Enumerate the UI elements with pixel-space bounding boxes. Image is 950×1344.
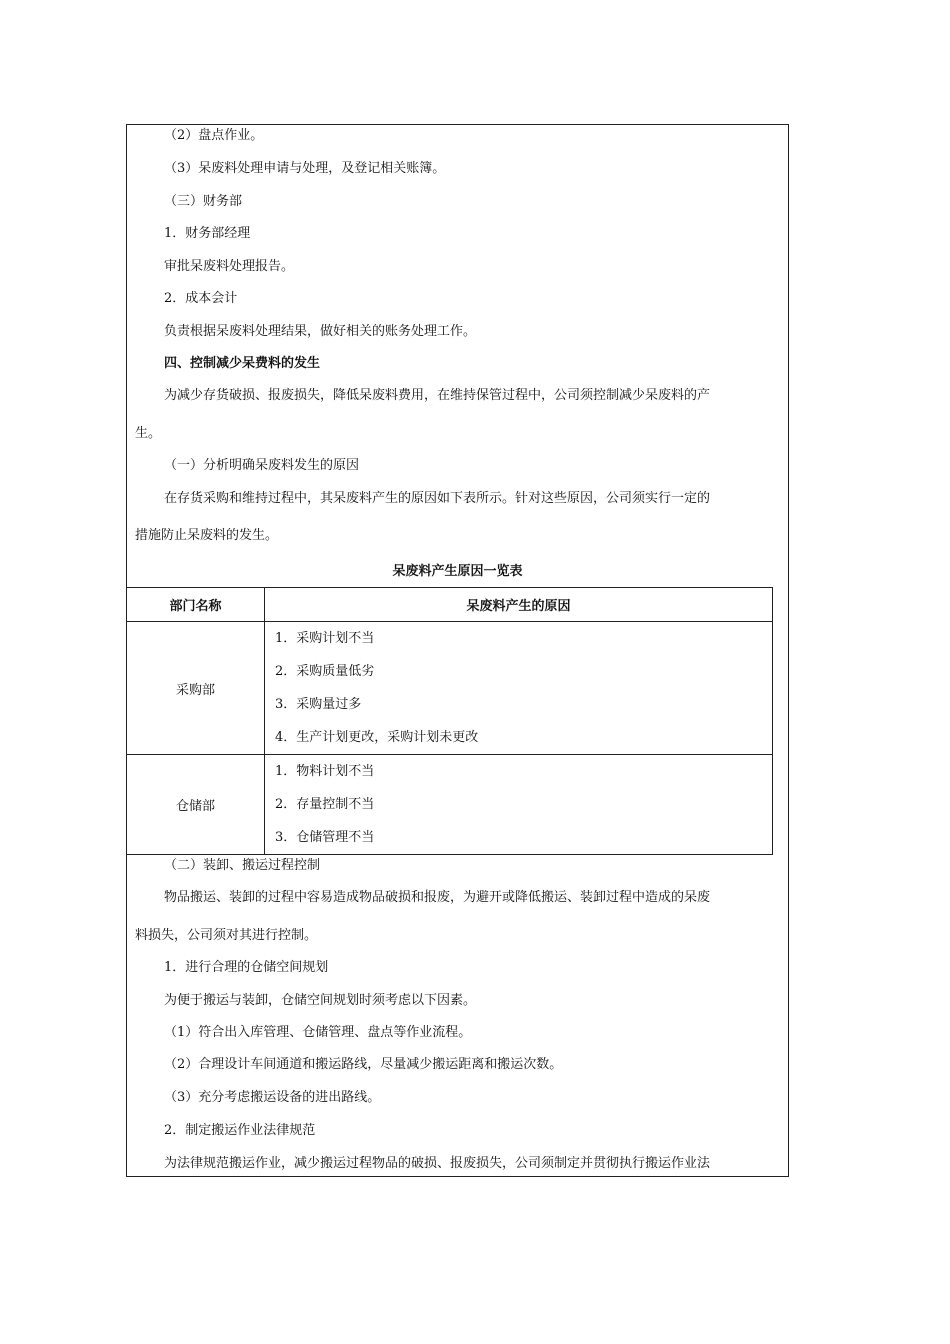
paragraph: （3）呆废料处理申请与处理，及登记相关账簿。 xyxy=(164,161,446,176)
table-row xyxy=(127,755,773,855)
table-title: 呆废料产生原因一览表 xyxy=(392,564,523,579)
dept-cell: 采购部 xyxy=(127,622,265,755)
dept-cell: 仓储部 xyxy=(127,755,265,855)
reason-item: 3．采购量过多 xyxy=(275,697,362,712)
paragraph: 负责根据呆废料处理结果，做好相关的账务处理工作。 xyxy=(164,324,477,339)
paragraph: 为便于搬运与装卸，仓储空间规划时须考虑以下因素。 xyxy=(164,993,477,1008)
subheading: 2．制定搬运作业法律规范 xyxy=(164,1123,316,1138)
paragraph-continuation: 料损失，公司须对其进行控制。 xyxy=(135,928,318,943)
section-heading: （三）财务部 xyxy=(164,194,243,209)
cause-table xyxy=(126,587,773,855)
paragraph: 为法律规范搬运作业，减少搬运过程物品的破损、报废损失，公司须制定并贯彻执行搬运作业法 xyxy=(164,1156,711,1171)
paragraph: 审批呆废料处理报告。 xyxy=(164,259,295,274)
column-header-reasons: 呆废料产生的原因 xyxy=(265,588,773,622)
reason-item: 3．仓储管理不当 xyxy=(275,830,375,845)
list-item: （3）充分考虑搬运设备的进出路线。 xyxy=(164,1090,381,1105)
list-item: （1）符合出入库管理、仓储管理、盘点等作业流程。 xyxy=(164,1025,472,1040)
reason-item: 1．物料计划不当 xyxy=(275,764,375,779)
reasons-cell xyxy=(265,755,773,855)
paragraph-continuation: 生。 xyxy=(135,426,162,441)
subheading: 1．进行合理的仓储空间规划 xyxy=(164,960,329,975)
section-heading: （一）分析明确呆废料发生的原因 xyxy=(164,458,360,473)
section-heading: （二）装卸、搬运过程控制 xyxy=(164,858,321,873)
reason-item: 2．存量控制不当 xyxy=(275,797,375,812)
reason-item: 1．采购计划不当 xyxy=(275,631,375,646)
list-item: （2）合理设计车间通道和搬运路线，尽量减少搬运距离和搬运次数。 xyxy=(164,1057,563,1072)
subheading: 1．财务部经理 xyxy=(164,226,251,241)
paragraph: 物品搬运、装卸的过程中容易造成物品破损和报废，为避开或降低搬运、装卸过程中造成的呆废 xyxy=(164,890,711,905)
reason-item: 4．生产计划更改，采购计划未更改 xyxy=(275,730,479,745)
paragraph: 在存货采购和维持过程中，其呆废料产生的原因如下表所示。针对这些原因，公司须实行一定的 xyxy=(164,491,711,506)
chapter-heading: 四、控制减少呆费料的发生 xyxy=(164,356,321,371)
paragraph: （2）盘点作业。 xyxy=(164,128,264,143)
reasons-cell xyxy=(265,622,773,755)
subheading: 2．成本会计 xyxy=(164,291,238,306)
paragraph-continuation: 措施防止呆废料的发生。 xyxy=(135,528,279,543)
column-header-dept: 部门名称 xyxy=(127,588,265,622)
table-row xyxy=(127,622,773,755)
paragraph: 为减少存货破损、报废损失，降低呆废料费用，在维持保管过程中，公司须控制减少呆废料的产 xyxy=(164,388,711,403)
reason-item: 2．采购质量低劣 xyxy=(275,664,375,679)
table-header-row xyxy=(127,588,773,622)
